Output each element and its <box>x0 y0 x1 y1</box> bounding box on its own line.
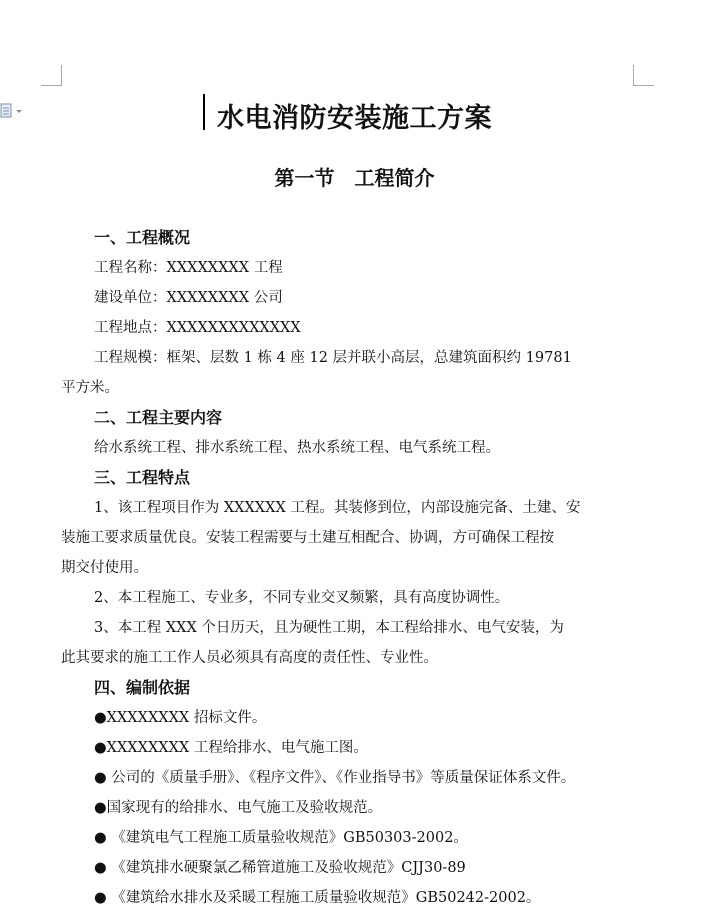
text-line[interactable]: 3、本工程 XXX 个日历天，且为硬性工期，本工程给排水、电气安装，为 <box>94 620 564 636</box>
text-line[interactable]: 工程规模：框架、层数 1 栋 4 座 12 层并联小高层，总建筑面积约 19781 <box>94 350 572 366</box>
list-item[interactable]: ● 公司的《质量手册》、《程序文件》、《作业指导书》等质量保证体系文件。 <box>94 770 576 786</box>
text-line[interactable]: 建设单位：XXXXXXXX 公司 <box>94 290 283 306</box>
page-corner-mark-top-right <box>633 65 654 86</box>
text-line[interactable]: 装施工要求质量优良。安装工程需要与土建互相配合、协调，方可确保工程按 <box>61 530 554 546</box>
text-line[interactable]: 2、本工程施工、专业多，不同专业交叉频繁，具有高度协调性。 <box>94 590 510 606</box>
text-line[interactable]: 期交付使用。 <box>61 560 148 576</box>
text-line[interactable]: 工程地点：XXXXXXXXXXXXX <box>94 320 301 336</box>
heading-main-content[interactable]: 二、工程主要内容 <box>94 408 223 427</box>
section-title[interactable]: 第一节 工程简介 <box>274 166 435 190</box>
text-line[interactable]: 1、该工程项目作为 XXXXXX 工程。其装修到位，内部设施完备、土建、安 <box>94 500 581 516</box>
list-item[interactable]: ●国家现有的给排水、电气施工及验收规范。 <box>94 800 383 816</box>
heading-basis[interactable]: 四、编制依据 <box>94 678 191 697</box>
document-title[interactable]: 水电消防安装施工方案 <box>217 103 492 134</box>
list-item[interactable]: ● 《建筑电气工程施工质量验收规范》GB50303-2002。 <box>94 830 468 846</box>
text-line[interactable]: 给水系统工程、排水系统工程、热水系统工程、电气系统工程。 <box>94 440 500 456</box>
text-line[interactable]: 此其要求的施工工作人员必须具有高度的责任性、专业性。 <box>61 650 438 666</box>
list-item[interactable]: ● 《建筑给水排水及采暖工程施工质量验收规范》GB50242-2002。 <box>94 890 541 906</box>
page-corner-mark-top-left <box>41 65 62 86</box>
text-line[interactable]: 平方米。 <box>61 380 119 396</box>
heading-project-features[interactable]: 三、工程特点 <box>94 468 191 487</box>
text-line[interactable]: 工程名称：XXXXXXXX 工程 <box>94 260 283 276</box>
list-item[interactable]: ●XXXXXXXX 招标文件。 <box>94 710 267 726</box>
list-item[interactable]: ●XXXXXXXX 工程给排水、电气施工图。 <box>94 740 368 756</box>
heading-project-overview[interactable]: 一、工程概况 <box>94 228 191 247</box>
list-item[interactable]: ● 《建筑排水硬聚氯乙稀管道施工及验收规范》CJJ30-89 <box>94 860 466 876</box>
